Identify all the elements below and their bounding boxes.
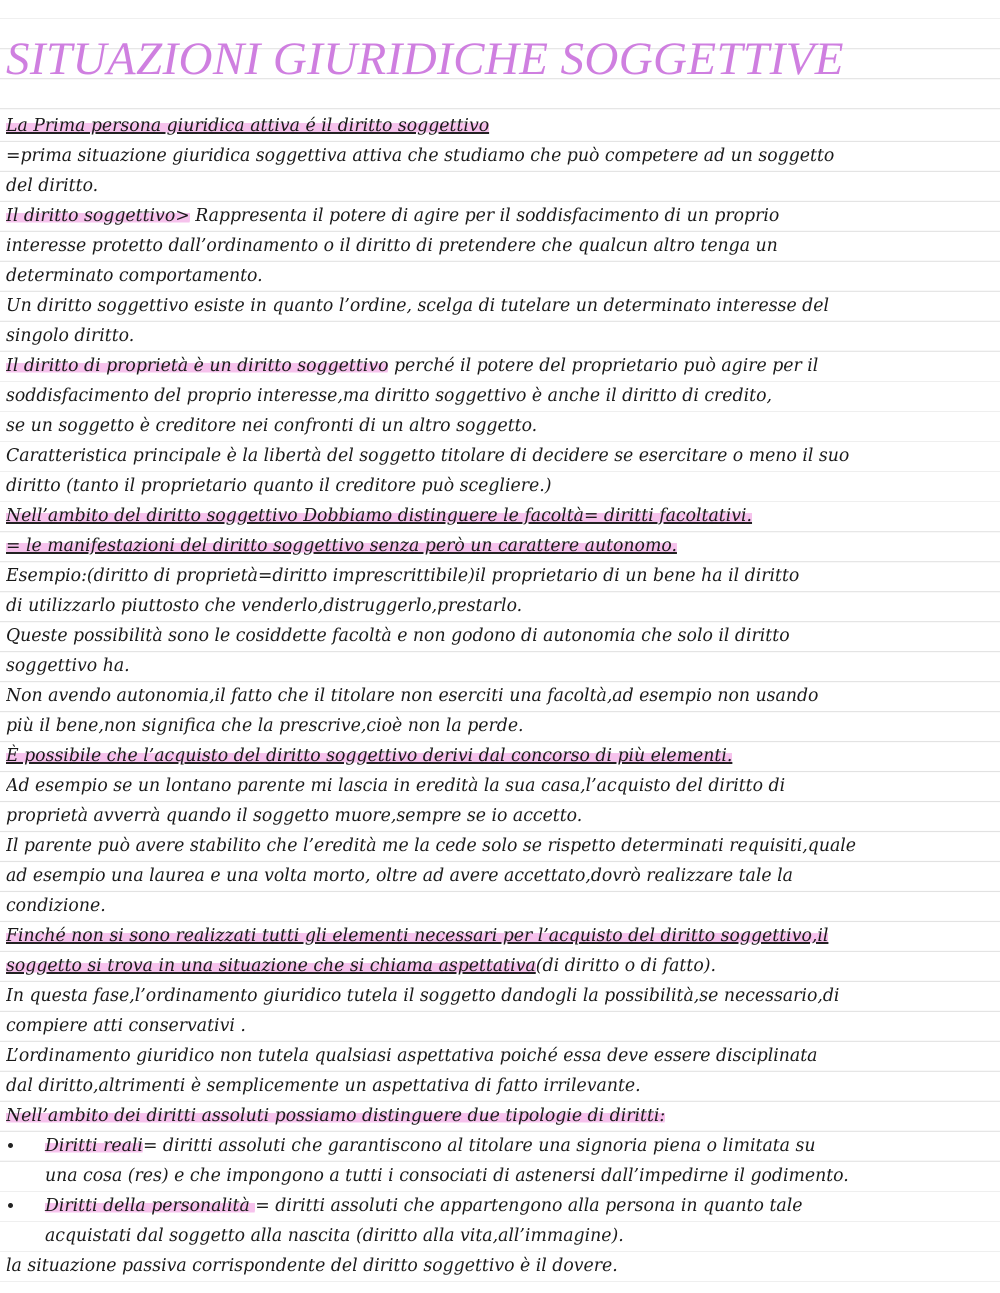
- note-line: Ad esempio se un lontano parente mi lascia in eredità la sua casa,l’acquisto del diritto di: [6, 776, 786, 796]
- note-line: del diritto.: [6, 176, 99, 196]
- note-text: (di diritto o di fatto).: [535, 956, 716, 976]
- note-line: [6, 921, 996, 951]
- note-line: [6, 951, 996, 981]
- highlighted-heading: Nell’ambito dei diritti assoluti possiamo distinguere due tipologie di diritti:: [6, 1106, 666, 1126]
- note-line: di utilizzarlo piuttosto che venderlo,distruggerlo,prestarlo.: [6, 596, 523, 616]
- note-line: =prima situazione giuridica soggettiva attiva che studiamo che può competere ad un soggetto: [6, 146, 835, 166]
- bullet-item: [6, 1131, 996, 1161]
- note-line: Queste possibilità sono le cosiddette facoltà e non godono di autonomia che solo il diritto: [6, 626, 790, 646]
- bullet-icon: [8, 1203, 13, 1208]
- note-line: [6, 1101, 996, 1131]
- note-line: [6, 351, 996, 381]
- highlighted-heading: soggetto si trova in una situazione che si chiama aspettativa: [6, 956, 536, 976]
- highlighted-heading: La Prima persona giuridica attiva é il diritto soggettivo: [6, 116, 490, 136]
- note-line: L’ordinamento giuridico non tutela qualsiasi aspettativa poiché essa deve essere disciplinata: [6, 1046, 818, 1066]
- note-line: condizione.: [6, 896, 106, 916]
- note-line: interesse protetto dall’ordinamento o il diritto di pretendere che qualcun altro tenga un: [6, 236, 778, 256]
- bullet-item: [6, 1191, 996, 1221]
- note-line: Un diritto soggettivo esiste in quanto l’ordine, scelga di tutelare un determinato interesse del: [6, 296, 829, 316]
- highlighted-term: Il diritto di proprietà è un diritto soggettivo: [6, 356, 389, 376]
- highlighted-term: Il diritto soggettivo>: [6, 206, 190, 226]
- note-line: una cosa (res) e che impongono a tutti i consociati di astenersi dall’impedirne il godimento.: [45, 1166, 849, 1186]
- note-line: In questa fase,l’ordinamento giuridico tutela il soggetto dandogli la possibilità,se necessario,di: [6, 986, 840, 1006]
- note-line: dal diritto,altrimenti è semplicemente un aspettativa di fatto irrilevante.: [6, 1076, 641, 1096]
- note-text: = diritti assoluti che appartengono alla persona in quanto tale: [255, 1196, 803, 1216]
- note-line: soggettivo ha.: [6, 656, 130, 676]
- note-line: più il bene,non significa che la prescrive,cioè non la perde.: [6, 716, 524, 736]
- note-text: perché il potere del proprietario può agire per il: [388, 356, 819, 376]
- note-text: Rappresenta il potere di agire per il soddisfacimento di un proprio: [189, 206, 780, 226]
- highlighted-term: Diritti della personalità: [45, 1196, 256, 1216]
- note-line: diritto (tanto il proprietario quanto il creditore può scegliere.): [6, 476, 552, 496]
- note-line: [6, 741, 996, 771]
- highlighted-heading: È possibile che l’acquisto del diritto soggettivo derivi dal concorso di più elementi.: [6, 746, 733, 766]
- note-line: [6, 201, 996, 231]
- highlighted-heading: Finché non si sono realizzati tutti gli elementi necessari per l’acquisto del diritto soggettivo,il: [6, 926, 829, 946]
- bullet-icon: [8, 1143, 13, 1148]
- note-line: se un soggetto è creditore nei confronti di un altro soggetto.: [6, 416, 538, 436]
- highlighted-heading: Nell’ambito del diritto soggettivo Dobbiamo distinguere le facoltà= diritti facoltativi.: [6, 506, 753, 526]
- highlighted-term: Diritti reali: [45, 1136, 143, 1156]
- note-line: ad esempio una laurea e una volta morto, oltre ad avere accettato,dovrò realizzare tale la: [6, 866, 793, 886]
- note-line: Non avendo autonomia,il fatto che il titolare non eserciti una facoltà,ad esempio non usando: [6, 686, 819, 706]
- note-line: soddisfacimento del proprio interesse,ma diritto soggettivo è anche il diritto di credito,: [6, 386, 772, 406]
- note-line: compiere atti conservativi .: [6, 1016, 246, 1036]
- note-line: determinato comportamento.: [6, 266, 263, 286]
- page-title: SITUAZIONI GIURIDICHE SOGGETTIVE: [6, 33, 844, 85]
- note-line: [6, 531, 996, 561]
- note-text: = diritti assoluti che garantiscono al titolare una signoria piena o limitata su: [142, 1136, 816, 1156]
- note-line: [6, 501, 996, 531]
- note-line: Esempio:(diritto di proprietà=diritto imprescrittibile)il proprietario di un bene ha il diritto: [6, 566, 800, 586]
- note-line: la situazione passiva corrispondente del diritto soggettivo è il dovere.: [6, 1256, 618, 1276]
- note-line: proprietà avverrà quando il soggetto muore,sempre se io accetto.: [6, 806, 583, 826]
- highlighted-heading: = le manifestazioni del diritto soggettivo senza però un carattere autonomo.: [6, 536, 677, 556]
- note-line: acquistati dal soggetto alla nascita (diritto alla vita,all’immagine).: [45, 1226, 624, 1246]
- note-line: singolo diritto.: [6, 326, 135, 346]
- note-line: [6, 111, 996, 141]
- notes-body: [6, 111, 996, 1281]
- note-line: Caratteristica principale è la libertà del soggetto titolare di decidere se esercitare o meno il suo: [6, 446, 850, 466]
- note-line: Il parente può avere stabilito che l’eredità me la cede solo se rispetto determinati requisiti,quale: [6, 836, 857, 856]
